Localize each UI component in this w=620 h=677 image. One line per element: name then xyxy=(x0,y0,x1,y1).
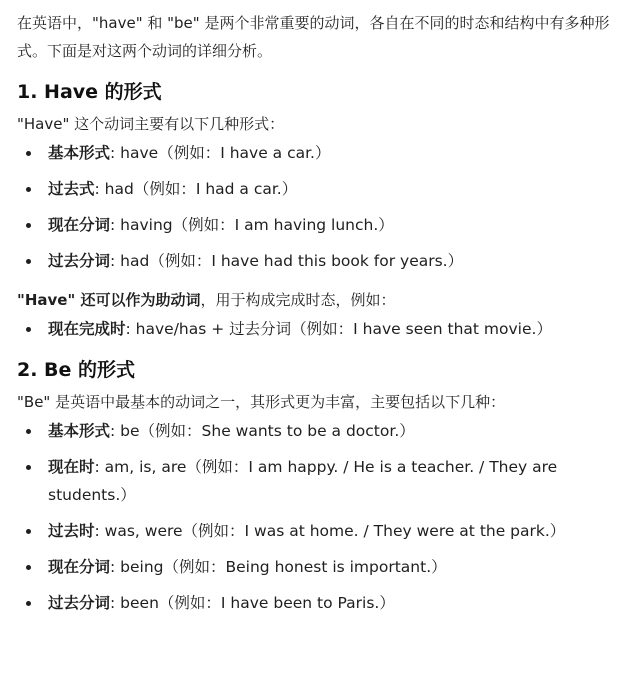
be-forms-list xyxy=(17,417,610,617)
intro-paragraph: 在英语中，"have" 和 "be" 是两个非常重要的动词，各自在不同的时态和结构中有多种形式。下面是对这两个动词的详细分析。 xyxy=(17,14,610,60)
have-aux-list xyxy=(17,315,610,343)
bullet-icon xyxy=(26,327,31,332)
list-item-text: : have（例如：I have a car.） xyxy=(110,144,331,162)
list-item-term: 过去时 xyxy=(48,522,95,540)
list-item-term: 现在完成时 xyxy=(48,320,126,338)
bullet-icon xyxy=(26,223,31,228)
list-item-text: : had（例如：I have had this book for years.） xyxy=(110,252,464,270)
bullet-icon xyxy=(26,565,31,570)
list-item xyxy=(17,315,610,343)
have-aux-lead-rest: ，用于构成完成时态，例如： xyxy=(200,291,396,309)
list-item xyxy=(17,175,610,203)
list-item-text: : was, were（例如：I was at home. / They were at the park.） xyxy=(94,522,566,540)
bullet-icon xyxy=(26,601,31,606)
have-lead: "Have" 这个动词主要有以下几种形式： xyxy=(17,115,285,133)
list-item-term: 现在时 xyxy=(48,458,95,476)
list-item xyxy=(17,247,610,275)
list-item-text: : having（例如：I am having lunch.） xyxy=(110,216,394,234)
have-aux-lead xyxy=(17,287,610,313)
list-item-term: 基本形式 xyxy=(48,144,111,162)
have-heading: 1. Have 的形式 xyxy=(17,81,162,103)
list-item-term: 现在分词 xyxy=(48,216,111,234)
be-lead: "Be" 是英语中最基本的动词之一，其形式更为丰富，主要包括以下几种： xyxy=(17,393,506,411)
list-item-term: 过去分词 xyxy=(48,594,111,612)
list-item-text: : been（例如：I have been to Paris.） xyxy=(110,594,395,612)
list-item-term: 基本形式 xyxy=(48,422,111,440)
bullet-icon xyxy=(26,187,31,192)
bullet-icon xyxy=(26,529,31,534)
bullet-icon xyxy=(26,429,31,434)
be-heading: 2. Be 的形式 xyxy=(17,359,136,381)
list-item xyxy=(17,589,610,617)
list-item xyxy=(17,553,610,581)
list-item xyxy=(17,453,610,509)
list-item-term: 过去式 xyxy=(48,180,95,198)
list-item-text: : had（例如：I had a car.） xyxy=(94,180,298,198)
bullet-icon xyxy=(26,151,31,156)
list-item-text: : am, is, are（例如：I am happy. / He is a teacher. / They are students.） xyxy=(48,458,558,504)
list-item-text: : have/has + 过去分词（例如：I have seen that movie.） xyxy=(125,320,552,338)
list-item-text: : being（例如：Being honest is important.） xyxy=(110,558,447,576)
list-item xyxy=(17,139,610,167)
list-item-term: 现在分词 xyxy=(48,558,111,576)
list-item xyxy=(17,517,610,545)
list-item-term: 过去分词 xyxy=(48,252,111,270)
list-item-text: : be（例如：She wants to be a doctor.） xyxy=(110,422,415,440)
list-item xyxy=(17,211,610,239)
have-aux-lead-bold: "Have" 还可以作为助动词 xyxy=(17,291,201,309)
have-forms-list xyxy=(17,139,610,275)
list-item xyxy=(17,417,610,445)
bullet-icon xyxy=(26,465,31,470)
bullet-icon xyxy=(26,259,31,264)
